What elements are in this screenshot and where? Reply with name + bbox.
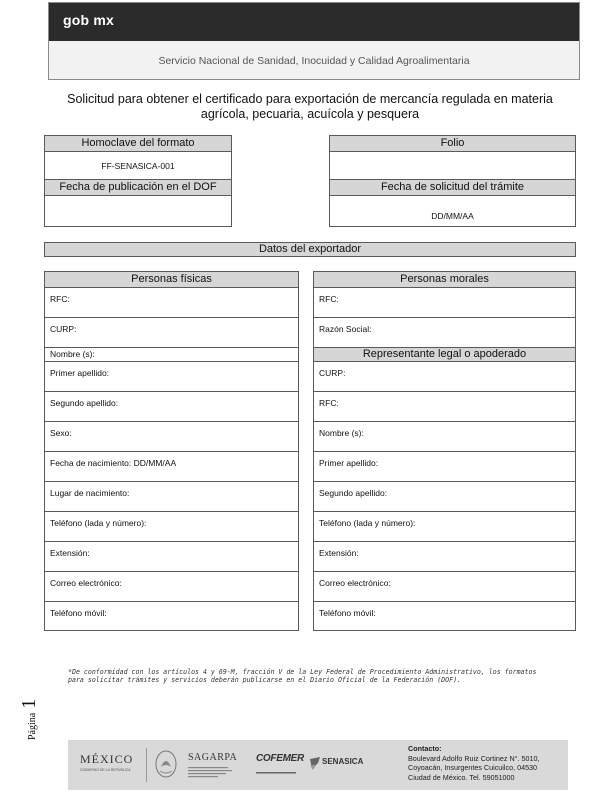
mexico-logo-text: MÉXICO bbox=[80, 752, 134, 766]
personas-morales-box bbox=[313, 271, 576, 631]
fisica-movil-field[interactable]: Teléfono móvil: bbox=[50, 608, 107, 618]
contact-line1: Boulevard Adolfo Ruiz Cortinez N°. 5010, bbox=[408, 753, 540, 763]
gob-mx-logo: gob mx bbox=[63, 12, 114, 28]
contact-line3: Ciudad de México. Tel. 59051000 bbox=[408, 772, 515, 782]
senasica-emblem-icon bbox=[308, 755, 322, 771]
moral-razon-social-field[interactable]: Razón Social: bbox=[314, 318, 575, 348]
personas-fisicas-header: Personas físicas bbox=[45, 272, 298, 288]
moral-rfc-field[interactable]: RFC: bbox=[314, 288, 575, 318]
fisica-lugar-nacimiento-field[interactable]: Lugar de nacimiento: bbox=[45, 482, 298, 512]
representante-header: Representante legal o apoderado bbox=[314, 348, 575, 362]
cofemer-logo-text: COFEMER bbox=[256, 753, 304, 764]
fecha-solicitud-field[interactable]: DD/MM/AA bbox=[431, 211, 474, 221]
legal-footnote: *De conformidad con los artículos 4 y 69-M, fracción V de la Ley Federal de Procedimiento Administrativo, los formatos para solicitar trámites y servicios deberán publicarse en el Diario Oficial de la Federación (DOF). bbox=[68, 668, 537, 684]
fisica-primer-apellido-field[interactable]: Primer apellido: bbox=[45, 362, 298, 392]
folio-field[interactable] bbox=[330, 152, 575, 180]
fisica-nombre-field[interactable]: Nombre (s): bbox=[45, 348, 298, 362]
personas-morales-header: Personas morales bbox=[314, 272, 575, 288]
format-info-box bbox=[44, 135, 232, 227]
senasica-logo-text: SENASICA bbox=[322, 757, 364, 766]
rep-curp-field[interactable]: CURP: bbox=[314, 362, 575, 392]
fecha-solicitud-header: Fecha de solicitud del trámite bbox=[330, 180, 575, 196]
fisica-telefono-field[interactable]: Teléfono (lada y número): bbox=[45, 512, 298, 542]
fisica-fecha-nacimiento-field[interactable]: Fecha de nacimiento: DD/MM/AA bbox=[45, 452, 298, 482]
footer-divider bbox=[146, 748, 147, 782]
cofemer-underline-icon bbox=[256, 771, 296, 777]
mexico-logo-sub: GOBIERNO DE LA REPÚBLICA bbox=[80, 768, 131, 772]
rep-correo-field[interactable]: Correo electrónico: bbox=[314, 572, 575, 602]
sagarpa-fineprint-icon bbox=[188, 765, 248, 783]
sagarpa-logo-text: SAGARPA bbox=[188, 752, 238, 763]
agency-banner bbox=[49, 41, 579, 79]
contact-line2: Coyoacán, Insurgentes Cuicuilco, 04530 bbox=[408, 763, 538, 772]
rep-segundo-apellido-field[interactable]: Segundo apellido: bbox=[314, 482, 575, 512]
fisica-curp-field[interactable]: CURP: bbox=[45, 318, 298, 348]
page-number bbox=[18, 690, 42, 740]
rep-telefono-field[interactable]: Teléfono (lada y número): bbox=[314, 512, 575, 542]
rep-rfc-field[interactable]: RFC: bbox=[314, 392, 575, 422]
rep-nombre-field[interactable]: Nombre (s): bbox=[314, 422, 575, 452]
fisica-segundo-apellido-field[interactable]: Segundo apellido: bbox=[45, 392, 298, 422]
fecha-publicacion-header: Fecha de publicación en el DOF bbox=[45, 180, 231, 196]
contact-title: Contacto: bbox=[408, 744, 442, 753]
page-label: Página bbox=[27, 712, 38, 740]
homoclave-value: FF-SENASICA-001 bbox=[45, 152, 231, 180]
footer-banner bbox=[68, 740, 568, 790]
eagle-seal-icon bbox=[154, 749, 178, 779]
document-title-line2: agrícola, pecuaria, acuícola y pesquera bbox=[200, 107, 420, 121]
folio-header: Folio bbox=[330, 136, 575, 152]
gob-header bbox=[48, 2, 580, 80]
fisica-sexo-field[interactable]: Sexo: bbox=[45, 422, 298, 452]
fisica-correo-field[interactable]: Correo electrónico: bbox=[45, 572, 298, 602]
document-title bbox=[50, 92, 570, 122]
datos-exportador-header: Datos del exportador bbox=[44, 242, 576, 257]
homoclave-header: Homoclave del formato bbox=[45, 136, 231, 152]
contact-block bbox=[408, 744, 566, 782]
fisica-extension-field[interactable]: Extensión: bbox=[45, 542, 298, 572]
sagarpa-logo bbox=[188, 752, 248, 783]
fisica-rfc-field[interactable]: RFC: bbox=[45, 288, 298, 318]
rep-movil-field[interactable]: Teléfono móvil: bbox=[319, 608, 376, 618]
document-title-line1: Solicitud para obtener el certificado para exportación de mercancía regulada en materia bbox=[67, 92, 553, 106]
personas-fisicas-box bbox=[44, 271, 299, 631]
senasica-logo bbox=[308, 754, 366, 776]
mexico-logo bbox=[80, 752, 133, 772]
page-number-value: 1 bbox=[18, 698, 40, 709]
rep-primer-apellido-field[interactable]: Primer apellido: bbox=[314, 452, 575, 482]
folio-box bbox=[329, 135, 576, 227]
rep-extension-field[interactable]: Extensión: bbox=[314, 542, 575, 572]
gob-top-bar bbox=[49, 3, 579, 41]
fecha-publicacion-field[interactable] bbox=[45, 196, 231, 226]
agency-name: Servicio Nacional de Sanidad, Inocuidad y Calidad Agroalimentaria bbox=[158, 55, 470, 67]
cofemer-logo bbox=[256, 753, 304, 779]
